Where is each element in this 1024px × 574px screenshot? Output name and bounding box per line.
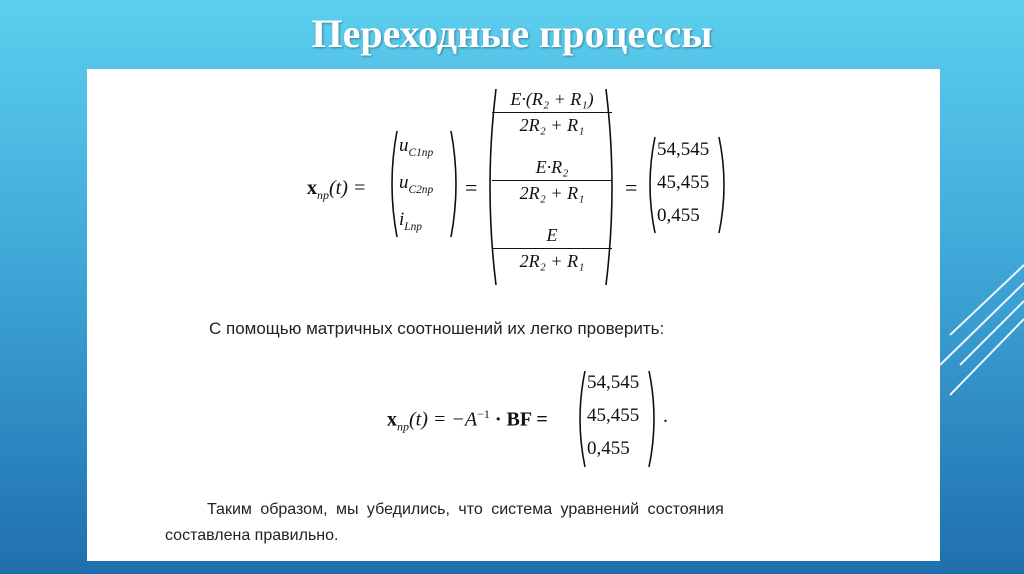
fraction-denominator: 2R₂ + R₁ <box>492 248 612 272</box>
eq2-period: . <box>663 405 668 427</box>
slide-title: Переходные процессы <box>311 11 713 56</box>
eq2-result-1: 54,545 <box>587 372 640 393</box>
decorative-lines <box>930 255 1024 415</box>
paragraph-conclusion-line1: Таким образом, мы убедились, что система уравнений состояния <box>207 501 724 518</box>
vec-symbol: i <box>399 209 405 230</box>
eq1-fraction-1 <box>492 89 612 136</box>
eq2-result-2: 45,455 <box>587 405 640 426</box>
vec-subscript: Lпр <box>404 220 423 233</box>
fraction-denominator: 2R₂ + R₁ <box>492 180 612 204</box>
eq2-result-right-paren <box>647 369 661 469</box>
eq2-rhs-text: (t) = −A <box>409 408 478 431</box>
eq1-equals-sign: = <box>465 175 478 200</box>
fraction-numerator: E·R₂ <box>535 157 569 177</box>
eq1-vector-item-3 <box>399 209 422 233</box>
fraction-numerator: E <box>546 225 558 245</box>
eq1-lhs <box>307 177 366 203</box>
paragraph-check: С помощью матричных соотношений их легко проверить: <box>209 319 665 338</box>
eq1-result-left-paren <box>643 135 657 235</box>
fraction-denominator: 2R₂ + R₁ <box>492 112 612 136</box>
eq2-lhs-symbol: x <box>387 408 397 431</box>
eq1-vector-item-2 <box>399 172 433 196</box>
eq1-equals-sign-2: = <box>625 175 638 200</box>
fraction-numerator: E·(R₂ + R₁) <box>510 89 594 109</box>
eq1-fraction-3 <box>492 225 612 272</box>
vec-subscript: C2пр <box>408 183 434 196</box>
vec-symbol: u <box>399 172 409 193</box>
eq1-fraction-2 <box>492 157 612 204</box>
eq1-result-3: 0,455 <box>657 205 700 226</box>
eq2-result-3: 0,455 <box>587 438 630 459</box>
eq2-tail: · BF = <box>494 408 548 431</box>
eq1-result-1: 54,545 <box>657 139 710 160</box>
content-panel <box>87 69 940 561</box>
eq1-lhs-subscript: пр <box>317 188 329 202</box>
eq1-lhs-arg: (t) = <box>329 177 367 199</box>
eq2-result-left-paren <box>573 369 587 469</box>
eq1-vector-left-paren <box>385 129 399 239</box>
vec-subscript: C1пр <box>408 146 434 159</box>
vec-symbol: u <box>399 135 409 156</box>
eq1-result-right-paren <box>717 135 731 235</box>
eq2-lhs <box>387 407 548 435</box>
eq1-result-2: 45,455 <box>657 172 710 193</box>
eq1-lhs-symbol: x <box>307 177 317 199</box>
eq2-lhs-subscript: пр <box>397 419 409 434</box>
paragraph-conclusion-line2: составлена правильно. <box>165 527 339 544</box>
eq2-superscript: −1 <box>477 407 490 421</box>
eq1-vector-item-1 <box>399 135 433 159</box>
eq1-vector-right-paren <box>449 129 463 239</box>
